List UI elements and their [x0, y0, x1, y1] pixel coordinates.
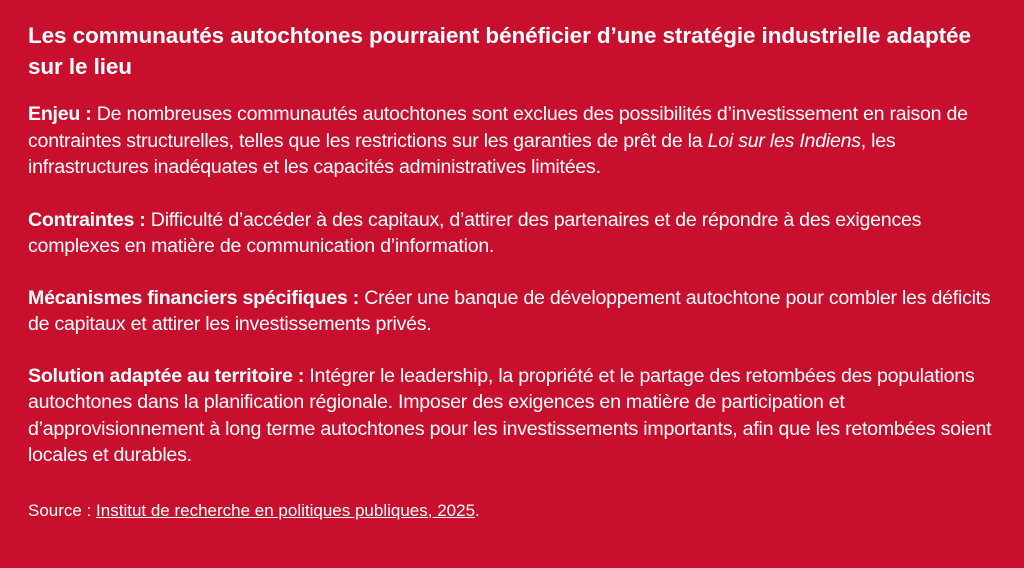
source-suffix: . — [475, 500, 480, 520]
source-link[interactable]: Institut de recherche en politiques publiques, 2025 — [96, 500, 476, 520]
source-label: Source : — [28, 500, 97, 520]
section-mecanismes-text: Créer une banque de développement autochtone pour combler les déficits de capitaux et attirer les investissements privés. — [28, 286, 991, 335]
section-enjeu-italic: Loi sur les Indiens — [707, 129, 861, 152]
section-contraintes-text: Difficulté d’accéder à des capitaux, d’attirer des partenaires et de répondre à des exigences complexes en matière de communication d’information. — [28, 208, 922, 257]
infobox-title: Les communautés autochtones pourraient bénéficier d’une stratégie industrielle adaptée sur le lieu — [28, 23, 971, 79]
section-contraintes — [28, 207, 996, 260]
source-line — [28, 499, 996, 523]
section-enjeu-text: De nombreuses communautés autochtones sont exclues des possibilités d’investissement en raison de contraintes structurelles, telles que les restrictions sur les garanties de prêt de la — [28, 103, 968, 152]
section-enjeu-label: Enjeu : — [28, 103, 92, 125]
section-mecanismes-label: Mécanismes financiers spécifiques : — [28, 286, 360, 309]
section-solution — [28, 363, 996, 469]
section-contraintes-label: Contraintes : — [28, 208, 146, 231]
section-enjeu — [28, 101, 996, 181]
section-enjeu-text-end: , les infrastructures inadéquates et les capacités administratives limitées. — [28, 129, 896, 178]
section-solution-text: Intégrer le leadership, la propriété et le partage des retombées des populations autochtones dans la planification régionale. Imposer des exigences en matière de participation et d’approvisionnement à long terme autochtones pour les investissements importants, afin que les retombées soient locales et durables. — [28, 364, 992, 466]
section-mecanismes — [28, 285, 996, 338]
section-solution-label: Solution adaptée au territoire : — [28, 364, 305, 387]
